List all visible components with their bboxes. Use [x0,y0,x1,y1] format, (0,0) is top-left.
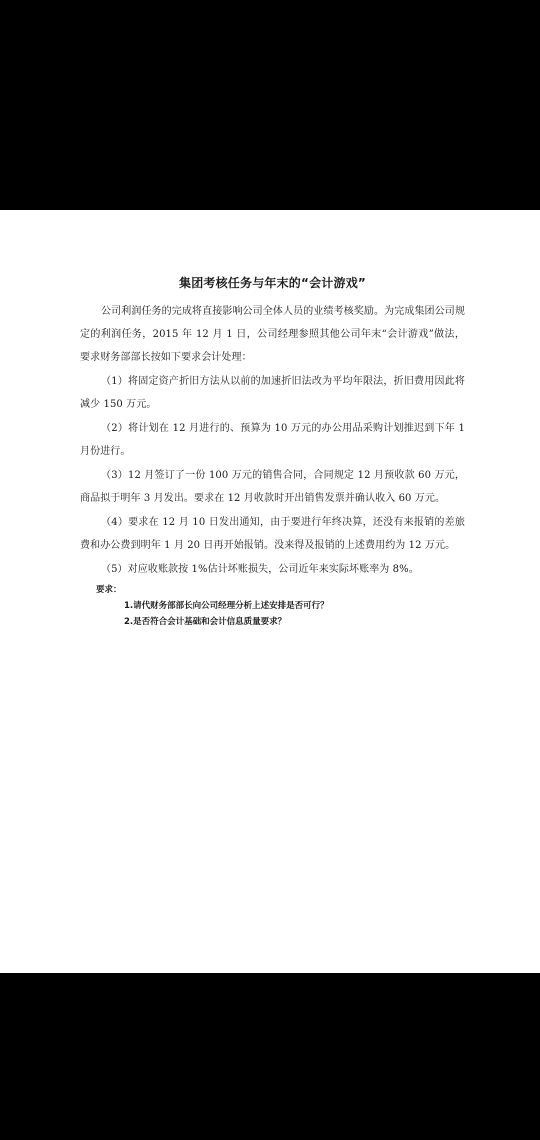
top-black-bar [0,0,540,210]
item-paragraph-3: （3）12 月签订了一份 100 万元的销售合同，合同规定 12 月预收款 60 万元，商品拟于明年 3 月发出。要求在 12 月收款时开出销售发票并确认收入 60 万元。 [80,470,465,504]
item-paragraph-1: （1）将固定资产折旧方法从以前的加速折旧法改为平均年限法，折旧费用因此将减少 150 万元。 [80,376,465,410]
item-paragraph-4: （4）要求在 12 月 10 日发出通知，由于要进行年终决算，还没有来报销的差旅费和办公费到明年 1 月 20 日再开始报销。没来得及报销的上述费用约为 12 万元。 [80,517,465,551]
requirement-2: 2.是否符合会计基础和会计信息质量要求？ [124,617,287,627]
document-page [0,210,540,973]
item-paragraph-2: （2）将计划在 12 月进行的、预算为 10 万元的办公用品采购计划推迟到下年 1 月份进行。 [80,423,465,457]
bottom-black-bar [0,973,540,1140]
intro-paragraph: 公司利润任务的完成将直接影响公司全体人员的业绩考核奖励。为完成集团公司规定的利润任务，2015 年 12 月 1 日，公司经理参照其他公司年末“会计游戏”做法，要求财务部部长按如下要求会计处理： [80,306,465,363]
item-paragraph-5: （5）对应收账款按 1%估计坏账损失，公司近年来实际坏账率为 8%。 [101,564,419,575]
requirements-heading: 要求： [96,585,122,595]
document-title: 集团考核任务与年末的“会计游戏” [179,276,366,290]
document-body [80,274,465,629]
requirement-1: 1.请代财务部部长向公司经理分析上述安排是否可行？ [124,601,329,611]
